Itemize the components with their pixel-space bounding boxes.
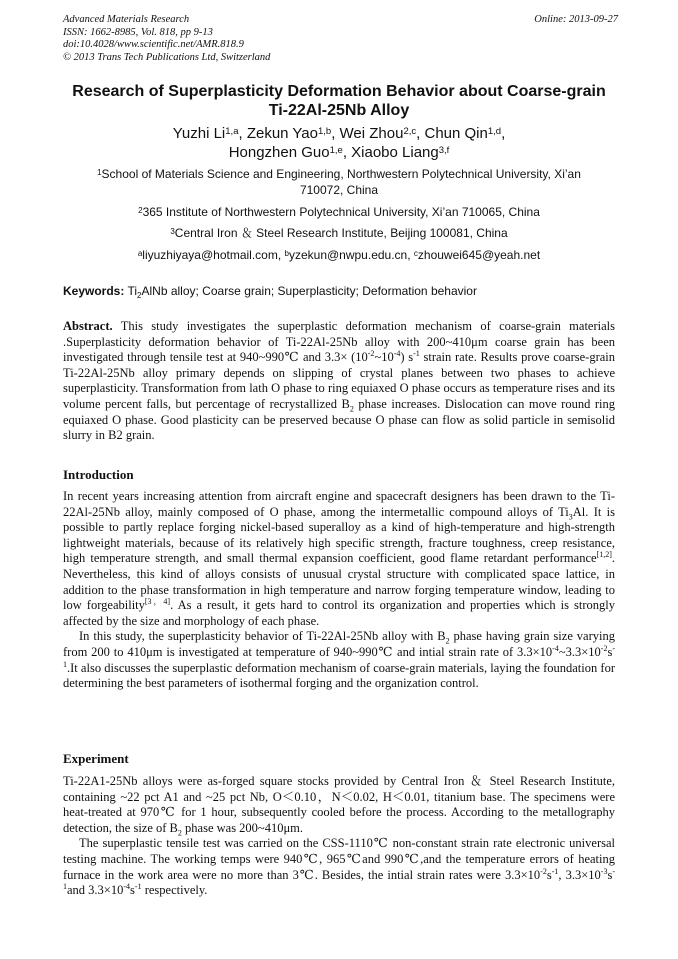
author-mark: 3,f: [438, 145, 450, 156]
affiliation-number: 3: [170, 227, 175, 236]
body-text: phase having grain size varying from 200 to 410μm is investigated at temperature of 940~990℃ and intial strain rate of 3.3×10: [63, 629, 615, 659]
superscript: -4: [552, 643, 559, 653]
keywords-label: Keywords:: [63, 284, 125, 298]
body-text: phase was 200~410μm.: [181, 820, 303, 835]
author-mark: 1,e: [329, 145, 343, 156]
superscript: -1: [63, 866, 615, 891]
keywords: [63, 284, 623, 300]
keywords-text: AlNb alloy; Coarse grain; Superplasticity; Deformation behavior: [141, 284, 477, 298]
author-name: , Wei Zhou: [331, 125, 404, 142]
superscript: -1: [63, 643, 615, 669]
affiliation-text: Central Iron ＆ Steel Research Institute, Beijing 100081, China: [174, 226, 508, 240]
abstract-text: ) s: [400, 350, 414, 365]
author-name: Hongzhen Guo: [228, 144, 330, 161]
email-link[interactable]: zhouwei645@yeah.net: [417, 248, 541, 262]
superscript: -3: [600, 866, 608, 876]
abstract-text: This study investigates the superplastic deformation mechanism of coarse-grain materials .Superplasticity deformation behavior of Ti-22Al-25Nb alloy with 200~410μm coarse grain has been investigated through tensile test at 940~990℃ and 3.3× (10: [63, 319, 615, 365]
subscript: 2: [445, 636, 450, 646]
email-mark: c: [413, 249, 418, 258]
body-text: s: [546, 867, 552, 882]
email-mark: a: [137, 249, 143, 258]
citation: [3，4]: [144, 597, 171, 606]
author-mark: 1,d: [487, 126, 502, 137]
body-text: and 3.3×10: [67, 883, 124, 898]
subscript: 2: [349, 404, 354, 414]
author-line-1: [40, 124, 638, 143]
body-text: ~3.3×10: [558, 644, 601, 659]
subscript: 2: [177, 828, 182, 838]
email-link[interactable]: liyuzhiyaya@hotmail.com,: [142, 248, 285, 262]
superscript: -2: [540, 866, 547, 876]
affiliation-text-cont: 710072, China: [299, 183, 379, 197]
affiliation-number: 1: [97, 168, 102, 177]
section-heading-introduction: Introduction: [63, 467, 134, 482]
body-text: Al. It is possible to partly replace forging nickel-based superalloy as a kind of high-temperature and high-strength lightweight materials, because of its relatively high specific strength, fracture toughness, creep resistance, high temperature strength, and small thermal expansion coefficient, good flame retardant performance: [63, 504, 615, 566]
superscript: -2: [600, 643, 608, 653]
experiment-body: [63, 774, 615, 899]
affiliation-text: 365 Institute of Northwestern Polytechnical University, Xi’an 710065, China: [142, 205, 540, 219]
experiment-paragraph-2: [63, 836, 615, 898]
abstract: [63, 319, 615, 444]
superscript: -1: [134, 882, 142, 891]
author-mark: 1,a: [225, 126, 239, 137]
email-line: [60, 247, 618, 263]
author-name: Yuzhi Li: [172, 125, 226, 142]
body-text: .It also discusses the superplastic deformation mechanism of coarse-grain materials, laying the foundation for determining the best parameters of isothermal forging and the organization control.: [63, 660, 615, 691]
superscript: -4: [123, 882, 131, 891]
body-text: In recent years increasing attention from aircraft engine and spacecraft designers has been drawn to the Ti-22Al-25Nb alloy, mainly composed of O phase, among the intermetallic compound alloys of Ti: [63, 489, 615, 519]
affiliation-3: [60, 225, 618, 241]
affiliation-1: [60, 166, 618, 198]
online-date: Online: 2013-09-27: [534, 14, 618, 25]
author-name: , Chun Qin: [416, 125, 488, 142]
abstract-text: ~10: [374, 350, 394, 365]
citation: [1,2]: [596, 550, 612, 560]
affiliation-text: School of Materials Science and Engineering, Northwestern Polytechnical University, Xi’an: [101, 167, 581, 181]
body-text: . Nevertheless, this kind of alloys consists of unusual crystal structure with complicated space lattice, in addition to the phase transformation in high temperature and narrow forging temperature window, leading to low forgeability: [63, 551, 615, 613]
superscript: -2: [367, 349, 375, 359]
body-text: , 3.3×10: [558, 867, 601, 882]
keywords-text: Ti: [124, 284, 138, 298]
publication-header: [63, 14, 618, 64]
title-line-2: Ti-22Al-25Nb Alloy: [268, 102, 410, 119]
author-mark: 1,b: [317, 126, 332, 137]
body-text: In this study, the superplasticity behavior of Ti-22Al-25Nb alloy with B: [79, 629, 446, 644]
body-text: s: [607, 867, 613, 882]
introduction-paragraph-1: [63, 489, 615, 629]
superscript: -4: [393, 349, 401, 359]
experiment-paragraph-1: [63, 774, 615, 836]
abstract-label: Abstract.: [63, 319, 113, 333]
email-link[interactable]: yzekun@nwpu.edu.cn,: [288, 248, 414, 262]
author-separator: ,: [501, 125, 506, 142]
doi-line: doi:10.4028/www.scientific.net/AMR.818.9: [63, 39, 244, 50]
body-text: s: [130, 883, 135, 898]
introduction-paragraph-2: [63, 629, 615, 691]
author-list: [40, 124, 638, 162]
body-text: respectively.: [141, 883, 208, 898]
email-mark: b: [284, 249, 289, 258]
abstract-text: strain rate. Results prove coarse-grain Ti-22Al-25Nb alloy primary depends on slipping of crystal planes between two phases to achieve superplasticity. Transformation from lath O phase to ring equiaxed O phase occurs as temperature rises and its volume percent falls, but percentage of recrystallized B: [63, 350, 616, 411]
keywords-subscript: 2: [137, 291, 142, 300]
affiliation-2: [60, 204, 618, 220]
body-text: The superplastic tensile test was carried on the CSS-1110℃ non-constant strain rate electronic universal testing machine. The working temps were 940℃, 965℃and 990℃,and the temperature errors of heating furnace in the work area were no more than 3℃. Besides, the intial strain rates were 3.3×10: [63, 836, 615, 882]
abstract-text: phase increases. Dislocation can move round ring equiaxed O phase. Good plasticity can be preserved because O phase can flow as solid particle in semisolid slurry in B2 grain.: [63, 396, 615, 443]
title-line-1: Research of Superplasticity Deformation Behavior about Coarse-grain: [72, 83, 606, 100]
affiliation-number: 2: [138, 206, 143, 215]
author-name: , Xiaobo Liang: [342, 144, 439, 161]
body-text: . As a result, it gets hard to control its organization and properties which is strongly affected by the size and morphology of each phase.: [63, 598, 615, 628]
superscript: -1: [413, 349, 420, 359]
author-line-2: [40, 143, 638, 162]
body-text: Ti-22A1-25Nb alloys were as-forged square stocks provided by Central Iron ＆ Steel Research Institute, containing ~22 pct A1 and ~25 pct Nb, O＜0.10，N＜0.02, H＜0.01, titanium base. The specimens were heat-treated at 970℃ for 1 hour, subsequently cooled before the process. According to the metallography detection, the size of B: [63, 774, 615, 835]
author-name: , Zekun Yao: [238, 125, 318, 142]
superscript: -1: [551, 866, 559, 876]
section-heading-experiment: Experiment: [63, 751, 129, 766]
paper-title: [40, 82, 638, 120]
introduction-body: [63, 489, 615, 692]
body-text: s: [607, 644, 613, 659]
issn-line: ISSN: 1662-8985, Vol. 818, pp 9-13: [63, 26, 213, 38]
author-mark: 2,c: [403, 126, 417, 137]
copyright-line: © 2013 Trans Tech Publications Ltd, Switzerland: [63, 51, 271, 63]
subscript: 3: [568, 512, 573, 522]
journal-name: Advanced Materials Research: [63, 14, 190, 25]
